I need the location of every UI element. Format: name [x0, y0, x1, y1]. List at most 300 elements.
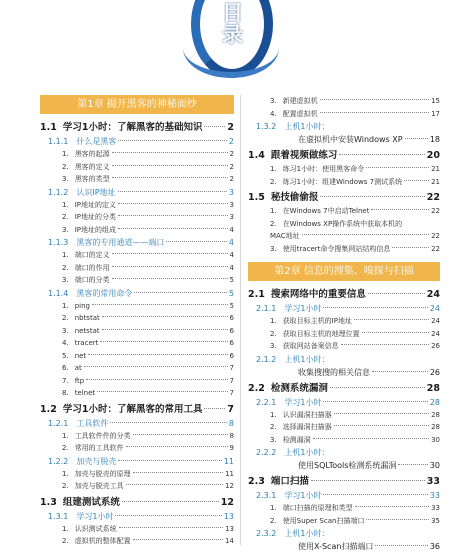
- toc-header: [0, 0, 463, 88]
- toc-page-number: 11: [225, 469, 234, 478]
- toc-entry-number: 1.: [62, 524, 69, 533]
- toc-entry-title: [248, 288, 366, 302]
- toc-item-entry[interactable]: [40, 523, 234, 536]
- toc-entry-number: 1.: [270, 410, 277, 419]
- toc-item-entry[interactable]: [248, 230, 440, 243]
- toc-item-entry[interactable]: [248, 133, 440, 146]
- toc-item-entry[interactable]: [40, 468, 234, 481]
- toc-item-entry[interactable]: [40, 375, 234, 388]
- toc-page-number: 28: [426, 382, 440, 394]
- toc-entry-text: 加壳与脱壳工具: [74, 482, 124, 490]
- toc-page-number: 2: [228, 137, 234, 146]
- toc-page-number: 2: [227, 122, 234, 133]
- toc-entry-title: [62, 173, 110, 186]
- toc-page-number: 7: [227, 403, 234, 415]
- toc-entry-text: 使用tracert命令搜集网站结构信息: [282, 244, 391, 253]
- toc-section-entry[interactable]: [248, 149, 440, 163]
- toc-entry-text: 上机1小时：: [284, 448, 330, 457]
- toc-entry-number: 1.: [270, 504, 277, 512]
- toc-page-number: 3: [229, 200, 234, 209]
- toc-leader-dots: [102, 316, 228, 317]
- toc-entry-title: [270, 315, 352, 328]
- toc-leader-dots: [354, 319, 429, 320]
- toc-entry-text: 使用X-Scan扫描端口: [298, 542, 374, 551]
- toc-entry-title: [256, 396, 321, 409]
- toc-entry-number: 2.: [62, 482, 69, 490]
- toc-leader-dots: [133, 539, 223, 540]
- toc-entry-number: 2.2: [248, 382, 265, 394]
- toc-item-entry[interactable]: [248, 340, 440, 353]
- toc-leader-dots: [134, 292, 227, 293]
- toc-entry-title: [270, 95, 318, 108]
- toc-leader-dots: [133, 434, 228, 435]
- toc-entry-title: [62, 148, 110, 161]
- toc-page-number: 15: [431, 97, 440, 105]
- toc-section-entry[interactable]: [40, 496, 234, 510]
- toc-entry-title: [62, 350, 86, 363]
- toc-entry-number: 1.3.2: [256, 122, 277, 131]
- toc-page-number: 18: [429, 135, 440, 144]
- toc-item-entry[interactable]: [248, 176, 440, 189]
- toc-page-number: 5: [229, 276, 234, 284]
- toc-item-entry[interactable]: [40, 350, 234, 363]
- toc-page-number: 7: [229, 364, 234, 372]
- toc-entry-number: 1.: [270, 165, 277, 173]
- toc-entry-text: 获取目标主机的IP地址: [282, 317, 352, 325]
- toc-entry-number: 3.: [270, 97, 277, 105]
- toc-entry-number: 4.: [62, 339, 69, 347]
- toc-entry-title: [62, 300, 90, 313]
- toc-entry-text: 检测漏洞: [282, 435, 311, 444]
- toc-leader-dots: [86, 379, 227, 380]
- toc-leader-dots: [118, 140, 227, 141]
- toc-entry-title: [62, 375, 84, 388]
- toc-item-entry[interactable]: [40, 173, 234, 186]
- toc-entry-text: 虚拟机的整体配置: [74, 537, 131, 545]
- toc-page-number: 21: [431, 165, 440, 173]
- toc-entry-text: IP地址的组成: [74, 225, 116, 234]
- toc-item-entry[interactable]: [248, 243, 440, 256]
- toc-entry-number: 2.1: [248, 289, 265, 300]
- toc-entry-number: 2.: [270, 329, 277, 338]
- toc-leader-dots: [112, 266, 228, 267]
- toc-item-entry[interactable]: [40, 161, 234, 174]
- toc-item-entry[interactable]: [248, 459, 440, 472]
- toc-item-entry[interactable]: [248, 409, 440, 422]
- toc-page-number: 17: [431, 109, 440, 118]
- toc-entry-title: [298, 366, 370, 379]
- toc-page-number: 33: [431, 504, 440, 512]
- toc-list-left: [40, 121, 234, 548]
- toc-leader-dots: [112, 152, 228, 153]
- toc-section-entry[interactable]: [40, 403, 234, 417]
- toc-page-number: 4: [229, 251, 234, 259]
- toc-entry-text: 使用SQLTools检测系统漏洞: [298, 461, 397, 470]
- toc-entry-text: 认识IP地址: [76, 187, 116, 197]
- toc-entry-text: 组建测试系统: [62, 496, 120, 508]
- toc-entry-title: [62, 362, 82, 375]
- toc-leader-dots: [84, 366, 228, 367]
- toc-entry-text: 端口扫描: [270, 476, 309, 487]
- toc-page-number: 8: [228, 418, 234, 428]
- toc-page-number: 22: [431, 244, 440, 253]
- toc-entry-number: 1.2.1: [48, 418, 69, 428]
- toc-page-number: 33: [429, 491, 440, 500]
- toc-leader-dots: [341, 344, 429, 345]
- toc-page-number: 20: [426, 150, 440, 161]
- toc-leader-dots: [366, 519, 429, 520]
- toc-leader-dots: [323, 307, 427, 308]
- toc-section-entry[interactable]: [248, 288, 440, 302]
- toc-entry-number: 1.: [62, 301, 69, 310]
- toc-entry-title: [256, 489, 321, 502]
- toc-entry-number: 8.: [62, 389, 69, 397]
- toc-entry-text: 加壳与脱壳: [76, 456, 117, 466]
- toc-page-number: 30: [431, 435, 440, 444]
- toc-leader-dots: [320, 112, 429, 113]
- toc-entry-text: 获取网站备案信息: [282, 342, 339, 350]
- toc-page-number: 28: [431, 410, 440, 419]
- toc-page-number: 21: [431, 177, 440, 186]
- toc-leader-dots: [115, 515, 221, 516]
- toc-leader-dots: [204, 408, 225, 409]
- toc-entry-title: [270, 340, 339, 353]
- toc-entry-text: 黑客的起源: [74, 150, 110, 158]
- toc-page-number: 12: [225, 482, 234, 490]
- chapter-1-banner: 第1章 揭开黑客的神秘面纱: [40, 95, 234, 114]
- toc-leader-dots: [166, 241, 227, 242]
- toc-entry-number: 1.2: [40, 403, 57, 415]
- toc-entry-number: 2.3.1: [256, 491, 277, 500]
- toc-entry-title: [62, 249, 110, 262]
- toc-leader-dots: [334, 413, 429, 414]
- toc-entry-number: 3.: [270, 435, 277, 444]
- toc-leader-dots: [366, 167, 429, 168]
- toc-entry-text: 上机1小时：: [284, 529, 330, 538]
- toc-page-number: 24: [431, 317, 440, 325]
- toc-item-entry[interactable]: [40, 337, 234, 350]
- toc-leader-dots: [372, 371, 428, 372]
- toc-entry-number: 3.: [62, 225, 69, 234]
- toc-entry-title: [298, 459, 396, 472]
- toc-leader-dots: [118, 215, 228, 216]
- toc-entry-title: [62, 430, 131, 443]
- toc-subsection-entry[interactable]: [248, 446, 440, 459]
- toc-subsection-entry[interactable]: [40, 287, 234, 300]
- toc-entry-text: 搜索网络中的重要信息: [270, 289, 366, 300]
- toc-entry-title: [270, 409, 332, 422]
- toc-entry-text: ftp: [74, 376, 85, 385]
- toc-subsection-entry[interactable]: [248, 302, 440, 315]
- toc-page-number: 4: [228, 238, 234, 247]
- toc-subsection-entry[interactable]: [40, 186, 234, 199]
- toc-entry-number: 3.: [62, 326, 69, 335]
- toc-entry-number: 1.: [270, 317, 277, 325]
- toc-entry-text: 认识漏洞扫描器: [282, 410, 332, 419]
- toc-entry-text: 学习1小时: [76, 511, 114, 521]
- toc-leader-dots: [126, 484, 223, 485]
- toc-entry-title: [48, 510, 113, 523]
- toc-entry-text: 学习1小时：了解黑客的常用工具: [62, 403, 203, 415]
- toc-entry-text: tracert: [74, 339, 99, 347]
- toc-entry-text: telnet: [74, 389, 96, 397]
- toc-section-entry[interactable]: [248, 382, 440, 396]
- toc-item-entry[interactable]: [40, 274, 234, 287]
- toc-page-number: 24: [426, 289, 440, 300]
- toc-item-entry[interactable]: [40, 325, 234, 338]
- toc-entry-number: 2.3.2: [256, 529, 277, 538]
- toc-entry-title: [270, 218, 402, 231]
- toc-item-entry[interactable]: [248, 205, 440, 218]
- toc-entry-text: 检测系统漏洞: [270, 382, 328, 394]
- toc-item-entry[interactable]: [40, 249, 234, 262]
- toc-entry-text: 加壳与脱壳的原理: [74, 469, 131, 478]
- toc-entry-text: 黑客的类型: [74, 175, 110, 183]
- toc-entry-text: 端口的分类: [74, 276, 110, 284]
- toc-entry-text: 上机1小时：: [284, 354, 330, 364]
- toc-subsection-entry[interactable]: [248, 527, 440, 540]
- toc-item-entry[interactable]: [40, 148, 234, 161]
- toc-item-entry[interactable]: [40, 535, 234, 548]
- toc-page-number: 13: [225, 524, 234, 533]
- toc-entry-number: 1.1: [40, 122, 57, 133]
- toc-subsection-entry[interactable]: [248, 489, 440, 502]
- toc-leader-dots: [118, 203, 228, 204]
- toc-leader-dots: [302, 234, 429, 235]
- toc-entry-title: [48, 287, 132, 300]
- toc-page-number: 2: [229, 175, 234, 183]
- toc-entry-number: 1.: [62, 431, 69, 440]
- toc-page-number: 28: [429, 397, 440, 407]
- toc-entry-text: 学习1小时: [284, 304, 322, 313]
- toc-entry-title: [62, 535, 131, 548]
- toc-subsection-entry[interactable]: [248, 396, 440, 409]
- toc-entry-title: [256, 353, 329, 366]
- toc-entry-number: 5.: [62, 351, 69, 360]
- toc-entry-title: [62, 325, 100, 338]
- toc-subsection-entry[interactable]: [40, 510, 234, 523]
- toc-leader-dots: [204, 126, 225, 127]
- toc-item-entry[interactable]: [40, 224, 234, 237]
- toc-item-entry[interactable]: [40, 300, 234, 313]
- toc-page-number: 6: [229, 314, 234, 322]
- toc-entry-title: [62, 337, 98, 350]
- toc-entry-number: 3.: [62, 175, 69, 183]
- toc-entry-title: [248, 475, 309, 489]
- toc-item-entry[interactable]: [248, 315, 440, 328]
- toc-item-entry[interactable]: [248, 108, 440, 121]
- toc-entry-text: 使用Super Scan扫描端口: [282, 516, 365, 525]
- toc-subsection-entry[interactable]: [40, 236, 234, 249]
- toc-item-entry[interactable]: [40, 362, 234, 375]
- toc-leader-dots: [118, 191, 227, 192]
- toc-item-entry[interactable]: [248, 540, 440, 553]
- toc-page-number: 7: [229, 389, 234, 397]
- toc-item-entry[interactable]: [40, 199, 234, 212]
- toc-entry-title: [62, 442, 124, 455]
- toc-entry-number: 1.1.4: [48, 288, 69, 298]
- toc-leader-dots: [398, 464, 427, 465]
- toc-entry-text: 在Windows XP操作系统中获取本机的: [282, 219, 403, 228]
- toc-page-number: 36: [429, 542, 440, 551]
- toc-page-number: 22: [426, 192, 440, 203]
- toc-page-number: 14: [225, 537, 234, 545]
- toc-page-number: 26: [429, 367, 440, 377]
- toc-section-entry[interactable]: [248, 475, 440, 489]
- toc-entry-text: 黑客的专用通道——端口: [76, 238, 165, 247]
- toc-entry-number: 1.: [270, 207, 277, 215]
- toc-item-entry[interactable]: [248, 366, 440, 379]
- toc-page-number: 22: [431, 207, 440, 215]
- toc-item-entry[interactable]: [40, 430, 234, 443]
- toc-page-number: 2: [229, 150, 234, 158]
- toc-entry-text: 学习1小时: [284, 397, 322, 407]
- toc-entry-title: [248, 191, 318, 205]
- toc-entry-title: [62, 211, 116, 224]
- toc-leader-dots: [100, 341, 227, 342]
- toc-section-entry[interactable]: [40, 121, 234, 135]
- toc-entry-text: 练习1小时：使用黑客命令: [282, 165, 365, 173]
- toc-subsection-entry[interactable]: [248, 120, 440, 133]
- toc-entry-title: [270, 205, 369, 218]
- toc-page-number: 5: [228, 288, 234, 298]
- toc-page-number: 6: [229, 351, 234, 360]
- toc-item-entry[interactable]: [248, 434, 440, 447]
- toc-entry-text: 新建虚拟机: [282, 97, 318, 105]
- toc-entry-number: 2.: [270, 516, 277, 525]
- toc-entry-number: 1.: [62, 251, 69, 259]
- toc-leader-dots: [334, 425, 429, 426]
- column-divider: [240, 95, 241, 545]
- toc-entry-text: 跟着视频做练习: [270, 150, 338, 161]
- toc-entry-title: [270, 502, 353, 515]
- toc-entry-title: [270, 230, 300, 243]
- toc-entry-title: [40, 496, 120, 510]
- toc-item-entry[interactable]: [248, 218, 440, 231]
- toc-leader-dots: [118, 460, 221, 461]
- toc-entry-text: ping: [74, 301, 90, 310]
- toc-page-number: 6: [229, 326, 234, 335]
- toc-item-entry[interactable]: [248, 95, 440, 108]
- toc-entry-number: 2.: [62, 314, 69, 322]
- toc-leader-dots: [392, 247, 429, 248]
- toc-subsection-entry[interactable]: [40, 455, 234, 468]
- toc-item-entry[interactable]: [248, 163, 440, 176]
- toc-leader-dots: [88, 354, 227, 355]
- toc-page-number: 2: [229, 162, 234, 171]
- toc-leader-dots: [355, 506, 429, 507]
- toc-item-entry[interactable]: [40, 312, 234, 325]
- toc-entry-title: [256, 120, 329, 133]
- toc-entry-title: [248, 149, 337, 163]
- toc-entry-title: [270, 243, 390, 256]
- toc-leader-dots: [133, 472, 223, 473]
- toc-entry-number: 1.4: [248, 150, 265, 161]
- toc-page-number: 24: [429, 304, 440, 313]
- toc-entry-text: 常用的工具软件: [74, 444, 124, 452]
- toc-subsection-entry[interactable]: [40, 417, 234, 430]
- toc-entry-number: 1.2.2: [48, 456, 69, 466]
- toc-entry-number: 2.2.1: [256, 397, 277, 407]
- toc-leader-dots: [102, 329, 228, 330]
- toc-section-entry[interactable]: [248, 191, 440, 205]
- toc-entry-number: 1.: [62, 150, 69, 158]
- toc-entry-text: nbtstat: [74, 314, 100, 322]
- toc-entry-text: 端口的作用: [74, 263, 110, 272]
- toc-item-entry[interactable]: [40, 262, 234, 275]
- toc-item-entry[interactable]: [248, 502, 440, 515]
- toc-entry-text: 工具软件件的分类: [74, 431, 131, 440]
- toc-entry-text: 端口扫描的原理和类型: [282, 504, 353, 512]
- toc-entry-text: 黑客的常用命令: [76, 288, 133, 298]
- toc-entry-number: 1.: [62, 200, 69, 209]
- toc-leader-dots: [320, 196, 424, 197]
- toc-leader-dots: [112, 177, 228, 178]
- toc-page-number: 35: [431, 516, 440, 525]
- toc-entry-text: netstat: [74, 326, 100, 335]
- toc-leader-dots: [371, 209, 429, 210]
- toc-leader-dots: [405, 138, 428, 139]
- toc-leader-dots: [320, 99, 429, 100]
- toc-entry-number: 2.1.2: [256, 354, 277, 364]
- toc-entry-text: 上机1小时：: [284, 122, 330, 131]
- toc-entry-title: [270, 163, 364, 176]
- toc-entry-text: 配置虚拟机: [282, 109, 318, 118]
- toc-leader-dots: [112, 165, 228, 166]
- toc-item-entry[interactable]: [248, 421, 440, 434]
- toc-page-number: 4: [229, 263, 234, 272]
- toc-entry-text: MAC地址: [270, 232, 300, 240]
- toc-entry-number: 3.: [270, 244, 277, 253]
- toc-subsection-entry[interactable]: [40, 135, 234, 148]
- toc-item-entry[interactable]: [40, 480, 234, 493]
- toc-entry-number: 6.: [62, 364, 69, 372]
- toc-page-number: 9: [229, 444, 234, 452]
- toc-entry-title: [298, 133, 403, 146]
- toc-entry-number: 1.1.1: [48, 137, 69, 146]
- toc-page-number: 30: [429, 461, 440, 470]
- toc-entry-title: [298, 540, 373, 553]
- toc-entry-title: [270, 176, 402, 189]
- toc-item-entry[interactable]: [40, 211, 234, 224]
- toc-leader-dots: [375, 545, 427, 546]
- toc-leader-dots: [126, 446, 228, 447]
- toc-right-column: [248, 95, 440, 553]
- toc-entry-number: 1.: [62, 469, 69, 478]
- toc-item-entry[interactable]: [248, 515, 440, 528]
- toc-entry-number: 2.: [270, 177, 277, 186]
- toc-page-number: 3: [228, 187, 234, 197]
- toc-page-number: 5: [229, 301, 234, 310]
- toc-entry-title: [48, 135, 116, 148]
- toc-page-number: 26: [431, 342, 440, 350]
- toc-entry-number: 3.: [270, 342, 277, 350]
- toc-item-entry[interactable]: [248, 328, 440, 341]
- toc-subsection-entry[interactable]: [248, 353, 440, 366]
- toc-item-entry[interactable]: [40, 387, 234, 400]
- toc-entry-title: [40, 121, 202, 135]
- toc-entry-text: 端口的定义: [74, 251, 110, 259]
- toc-item-entry[interactable]: [40, 442, 234, 455]
- toc-page-number: 8: [229, 431, 234, 440]
- page-title: 目 录: [222, 1, 244, 47]
- toc-entry-number: 2.: [62, 213, 69, 221]
- toc-entry-number: 2.2.2: [256, 448, 277, 457]
- toc-page-number: 4: [229, 225, 234, 234]
- toc-entry-number: 2.: [62, 444, 69, 452]
- toc-entry-number: 1.1.2: [48, 187, 69, 197]
- toc-entry-text: at: [74, 364, 82, 372]
